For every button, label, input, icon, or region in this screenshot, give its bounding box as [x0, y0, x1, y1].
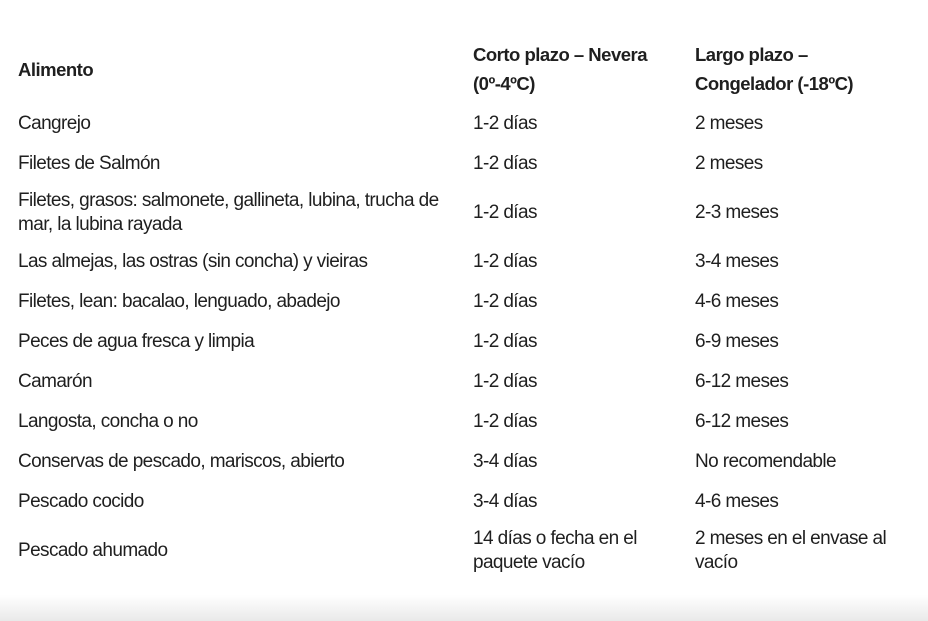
table-row	[14, 104, 914, 144]
table-row	[14, 322, 914, 362]
header-food: Alimento	[18, 58, 94, 80]
table-body	[14, 104, 914, 580]
cell-short-term: 1-2 días	[473, 371, 537, 392]
cell-short-term: 1-2 días	[473, 291, 537, 312]
table-row	[14, 184, 914, 242]
cell-short-term: 1-2 días	[473, 153, 537, 174]
cell-short-term: 14 días o fecha en el paquete vacío	[473, 528, 637, 573]
cell-food: Filetes, lean: bacalao, lenguado, abadejo	[18, 291, 340, 312]
cell-short-term: 3-4 días	[473, 451, 537, 472]
cell-short-term: 3-4 días	[473, 491, 537, 512]
cell-long-term: 3-4 meses	[695, 251, 779, 272]
table-row	[14, 482, 914, 522]
cell-food: Filetes, grasos: salmonete, gallineta, lubina, trucha de mar, la lubina rayada	[18, 190, 439, 235]
header-short-term: Corto plazo – Nevera (0º-4ºC)	[473, 44, 648, 94]
cell-food: Langosta, concha o no	[18, 411, 198, 432]
cell-food: Peces de agua fresca y limpia	[18, 331, 255, 352]
table-row	[14, 282, 914, 322]
bottom-shadow	[0, 595, 928, 621]
table-row	[14, 144, 914, 184]
header-row	[14, 34, 914, 104]
cell-food: Conservas de pescado, mariscos, abierto	[18, 451, 345, 472]
cell-long-term: 6-9 meses	[695, 331, 779, 352]
cell-short-term: 1-2 días	[473, 202, 537, 223]
cell-long-term: 2 meses	[695, 153, 763, 174]
cell-short-term: 1-2 días	[473, 411, 537, 432]
storage-table	[14, 34, 914, 580]
cell-food: Pescado ahumado	[18, 540, 168, 561]
cell-short-term: 1-2 días	[473, 251, 537, 272]
cell-long-term: 2-3 meses	[695, 202, 779, 223]
cell-food: Pescado cocido	[18, 491, 144, 512]
table-row	[14, 442, 914, 482]
table-header	[14, 34, 914, 104]
cell-long-term: No recomendable	[695, 451, 836, 472]
table-row	[14, 402, 914, 442]
cell-long-term: 2 meses	[695, 113, 763, 134]
table-row	[14, 242, 914, 282]
table-row	[14, 522, 914, 580]
cell-long-term: 2 meses en el envase al vacío	[695, 528, 887, 573]
cell-long-term: 6-12 meses	[695, 371, 789, 392]
cell-food: Camarón	[18, 371, 92, 392]
cell-food: Las almejas, las ostras (sin concha) y vieiras	[18, 251, 368, 272]
cell-short-term: 1-2 días	[473, 113, 537, 134]
header-long-term: Largo plazo – Congelador (-18ºC)	[695, 44, 854, 94]
table-row	[14, 362, 914, 402]
cell-long-term: 6-12 meses	[695, 411, 789, 432]
cell-long-term: 4-6 meses	[695, 491, 779, 512]
cell-long-term: 4-6 meses	[695, 291, 779, 312]
cell-food: Filetes de Salmón	[18, 153, 160, 174]
cell-food: Cangrejo	[18, 113, 91, 134]
cell-short-term: 1-2 días	[473, 331, 537, 352]
